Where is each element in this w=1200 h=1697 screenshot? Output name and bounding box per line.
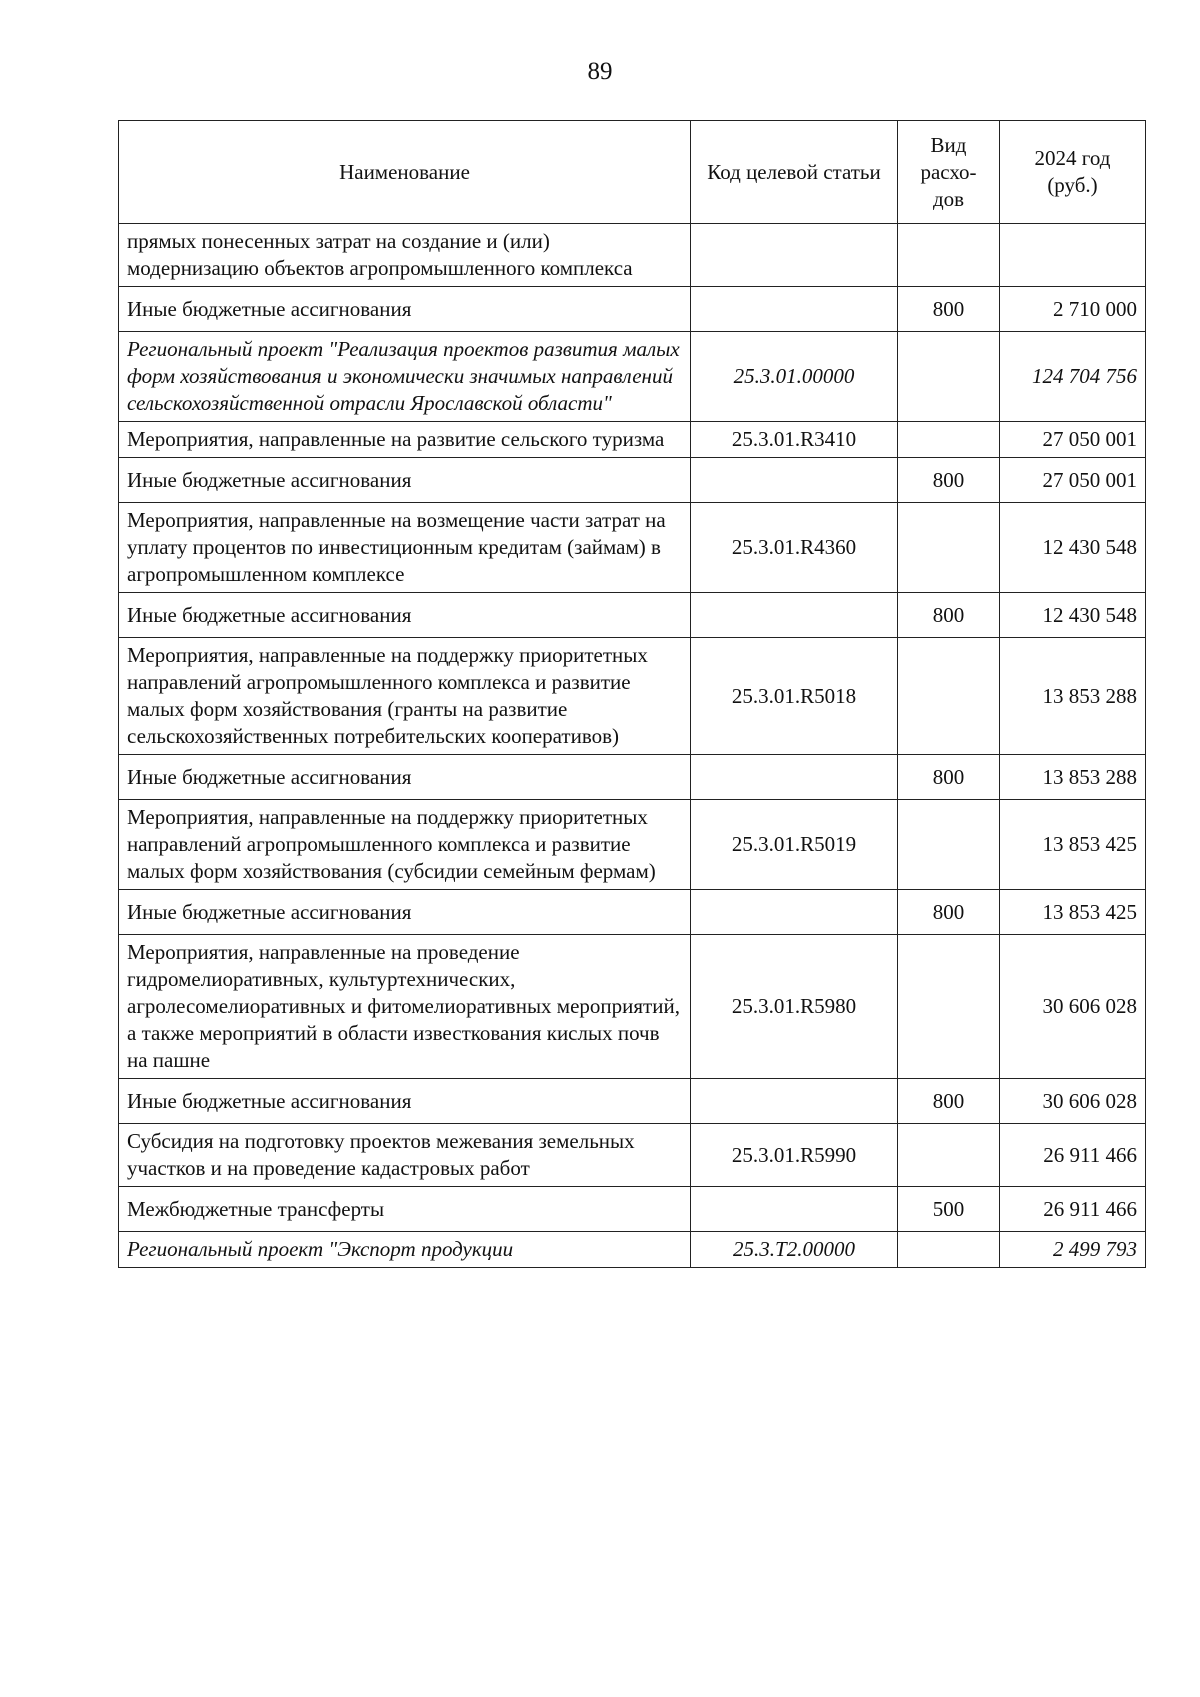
row-amount-cell: 13 853 288 — [1000, 638, 1146, 755]
row-kind-cell — [898, 935, 1000, 1079]
row-amount-cell: 27 050 001 — [1000, 458, 1146, 503]
table-row — [119, 224, 1146, 287]
row-kind-cell — [898, 800, 1000, 890]
row-code-cell: 25.3.01.R5019 — [691, 800, 898, 890]
row-kind-cell: 800 — [898, 755, 1000, 800]
header-amount: 2024 год (руб.) — [1000, 121, 1146, 224]
table-row — [119, 593, 1146, 638]
row-name-cell: Иные бюджетные ассигнования — [119, 1079, 691, 1124]
row-kind-cell — [898, 422, 1000, 458]
row-name-cell: Региональный проект "Реализация проектов развития малых форм хозяйствования и экономически значимых направлений сельскохозяйственной отрасли Ярославской области" — [119, 332, 691, 422]
row-code-cell — [691, 593, 898, 638]
row-code-cell — [691, 224, 898, 287]
row-kind-cell: 800 — [898, 1079, 1000, 1124]
row-name-cell: Мероприятия, направленные на возмещение части затрат на уплату процентов по инвестиционным кредитам (займам) в агропромышленном комплексе — [119, 503, 691, 593]
row-amount-cell: 124 704 756 — [1000, 332, 1146, 422]
row-amount-cell: 12 430 548 — [1000, 503, 1146, 593]
row-code-cell — [691, 287, 898, 332]
row-name-cell: Региональный проект "Экспорт продукции — [119, 1232, 691, 1268]
table-row — [119, 638, 1146, 755]
row-code-cell: 25.3.01.R3410 — [691, 422, 898, 458]
table-header-row — [119, 121, 1146, 224]
row-code-cell: 25.3.01.R5980 — [691, 935, 898, 1079]
row-name-cell: Иные бюджетные ассигнования — [119, 755, 691, 800]
row-code-cell: 25.3.01.R4360 — [691, 503, 898, 593]
row-name-cell: Иные бюджетные ассигнования — [119, 287, 691, 332]
page-number: 89 — [587, 58, 613, 85]
table-row — [119, 1232, 1146, 1268]
row-kind-cell — [898, 1124, 1000, 1187]
table-row — [119, 503, 1146, 593]
row-amount-cell: 26 911 466 — [1000, 1187, 1146, 1232]
table-row — [119, 287, 1146, 332]
row-amount-cell: 30 606 028 — [1000, 935, 1146, 1079]
row-name-cell: Мероприятия, направленные на поддержку приоритетных направлений агропромышленного комплекса и развитие малых форм хозяйствования (гранты на развитие сельскохозяйственных потребительских кооперативов) — [119, 638, 691, 755]
row-kind-cell: 800 — [898, 593, 1000, 638]
table-row — [119, 890, 1146, 935]
table-row — [119, 800, 1146, 890]
table-row — [119, 458, 1146, 503]
row-amount-cell — [1000, 224, 1146, 287]
row-amount-cell: 13 853 288 — [1000, 755, 1146, 800]
row-kind-cell — [898, 224, 1000, 287]
row-kind-cell: 800 — [898, 458, 1000, 503]
row-amount-cell: 13 853 425 — [1000, 890, 1146, 935]
table-row — [119, 1079, 1146, 1124]
row-name-cell: Иные бюджетные ассигнования — [119, 593, 691, 638]
row-amount-cell: 2 710 000 — [1000, 287, 1146, 332]
header-code: Код целевой статьи — [691, 121, 898, 224]
row-code-cell — [691, 1187, 898, 1232]
row-name-cell: Мероприятия, направленные на проведение гидромелиоративных, культуртехнических, агролесомелиоративных и фитомелиоративных мероприятий, а также мероприятий в области известкования кислых почв на пашне — [119, 935, 691, 1079]
row-code-cell — [691, 458, 898, 503]
row-code-cell — [691, 890, 898, 935]
row-name-cell: Межбюджетные трансферты — [119, 1187, 691, 1232]
table-row — [119, 1187, 1146, 1232]
row-name-cell: Иные бюджетные ассигнования — [119, 890, 691, 935]
header-name: Наименование — [119, 121, 691, 224]
table-row — [119, 755, 1146, 800]
row-kind-cell: 800 — [898, 890, 1000, 935]
row-name-cell: Мероприятия, направленные на развитие сельского туризма — [119, 422, 691, 458]
row-code-cell — [691, 755, 898, 800]
table-row — [119, 1124, 1146, 1187]
row-code-cell: 25.3.T2.00000 — [691, 1232, 898, 1268]
header-kind: Вид расхо-дов — [898, 121, 1000, 224]
table-row — [119, 422, 1146, 458]
row-code-cell — [691, 1079, 898, 1124]
row-amount-cell: 26 911 466 — [1000, 1124, 1146, 1187]
row-code-cell: 25.3.01.00000 — [691, 332, 898, 422]
row-kind-cell — [898, 1232, 1000, 1268]
row-name-cell: прямых понесенных затрат на создание и (или) модернизацию объектов агропромышленного комплекса — [119, 224, 691, 287]
row-amount-cell: 2 499 793 — [1000, 1232, 1146, 1268]
row-name-cell: Иные бюджетные ассигнования — [119, 458, 691, 503]
table-row — [119, 332, 1146, 422]
row-code-cell: 25.3.01.R5018 — [691, 638, 898, 755]
row-code-cell: 25.3.01.R5990 — [691, 1124, 898, 1187]
row-name-cell: Мероприятия, направленные на поддержку приоритетных направлений агропромышленного комплекса и развитие малых форм хозяйствования (субсидии семейным фермам) — [119, 800, 691, 890]
row-kind-cell — [898, 638, 1000, 755]
row-amount-cell: 13 853 425 — [1000, 800, 1146, 890]
row-amount-cell: 30 606 028 — [1000, 1079, 1146, 1124]
table-row — [119, 935, 1146, 1079]
row-amount-cell: 27 050 001 — [1000, 422, 1146, 458]
row-kind-cell — [898, 503, 1000, 593]
row-kind-cell — [898, 332, 1000, 422]
row-kind-cell: 800 — [898, 287, 1000, 332]
row-kind-cell: 500 — [898, 1187, 1000, 1232]
budget-table — [118, 120, 1146, 1268]
row-amount-cell: 12 430 548 — [1000, 593, 1146, 638]
table-body — [119, 224, 1146, 1268]
row-name-cell: Субсидия на подготовку проектов межевания земельных участков и на проведение кадастровых работ — [119, 1124, 691, 1187]
